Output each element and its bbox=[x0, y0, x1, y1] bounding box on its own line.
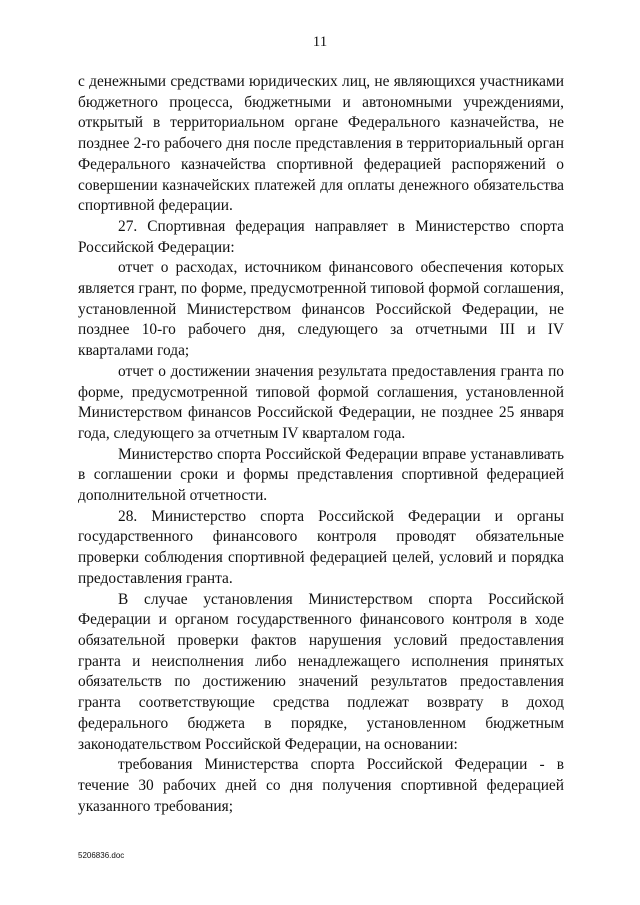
page-number: 11 bbox=[312, 34, 328, 50]
paragraph-item-27: 27. Спортивная федерация направляет в Министерство спорта Российской Федерации: bbox=[78, 217, 564, 256]
paragraph-expense-report: отчет о расходах, источником финансового обеспечения которых является грант, по форме, предусмотренной типовой формой соглашения, установленной Министерством финансов Российской Федерации, не позднее 10-го рабочего дня, следующего за отчетными III и IV кварталами года; bbox=[78, 259, 564, 360]
paragraph-additional-reporting: Министерство спорта Российской Федерации вправе устанавливать в соглашении сроки и формы представления спортивной федерацией дополнительной отчетности. bbox=[78, 445, 564, 505]
paragraph-ministry-requirement: требования Министерства спорта Российской Федерации - в течение 30 рабочих дней со дня получения спортивной федерацией указанного требования; bbox=[78, 756, 564, 815]
paragraph-result-report: отчет о достижении значения результата предоставления гранта по форме, предусмотренной типовой формой соглашения, установленной Министерством финансов Российской Федерации, не позднее 25 января года, следующего за отчетным IV кварталом года. bbox=[78, 362, 564, 442]
document-body bbox=[78, 72, 564, 817]
paragraph-continuation: с денежными средствами юридических лиц, не являющихся участниками бюджетного процесса, бюджетными и автономными учреждениями, открытый в территориальном органе Федерального казначейства, не позднее 2-го рабочего дня после представления в территориальный орган Федерального казначейства спортивной федерацией распоряжений о совершении казначейских платежей для оплаты денежного обязательства спортивной федерации. bbox=[78, 73, 564, 215]
paragraph-item-28: 28. Министерство спорта Российской Федерации и органы государственного финансового контроля проводят обязательные проверки соблюдения спортивной федерацией целей, условий и порядка предоставления гранта. bbox=[78, 507, 564, 587]
file-name-footer: 5206836.doc bbox=[78, 851, 125, 860]
paragraph-violation-case: В случае установления Министерством спорта Российской Федерации и органом государственного финансового контроля в ходе обязательной проверки фактов нарушения условий предоставления гранта и неисполнения либо ненадлежащего исполнения принятых обязательств по достижению значений результатов предоставления гранта соответствующие средства подлежат возврату в доход федерального бюджета в порядке, установленном бюджетным законодательством Российской Федерации, на основании: bbox=[78, 590, 564, 753]
